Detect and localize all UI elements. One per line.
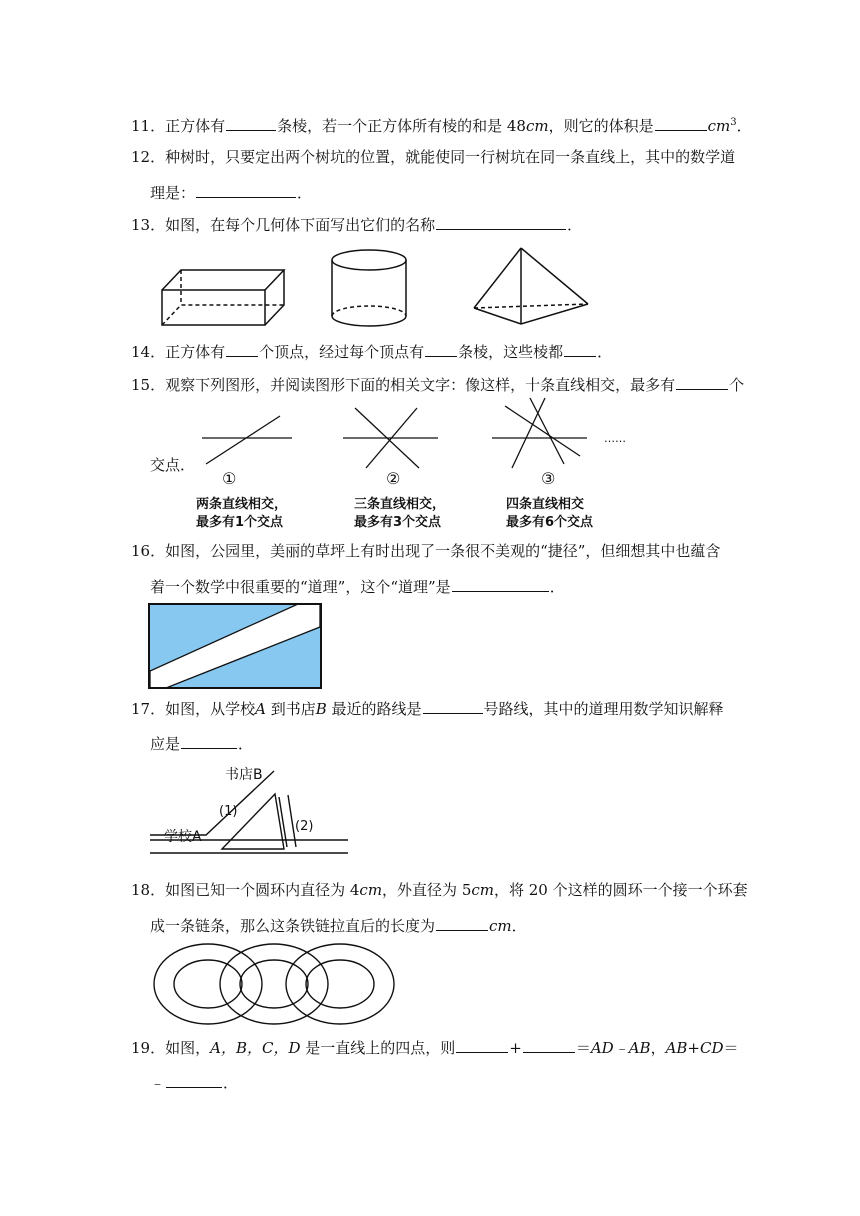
q19-text-a: 如图，	[165, 1039, 211, 1057]
expression: AD﹣AB	[590, 1039, 651, 1057]
answer-blank[interactable]	[423, 698, 483, 714]
caption-line: 最多有1个交点	[196, 515, 284, 530]
line	[512, 398, 545, 468]
question-number: 16．	[131, 542, 166, 560]
ring-outer	[154, 944, 262, 1024]
ring-outer	[220, 944, 328, 1024]
answer-blank[interactable]	[655, 115, 707, 131]
ring-outer	[286, 944, 394, 1024]
comma: ，	[650, 1039, 666, 1057]
answer-blank[interactable]	[226, 341, 258, 357]
unit: cm	[359, 881, 383, 899]
period: ．	[223, 1074, 239, 1092]
unit: cm	[489, 917, 512, 935]
ellipsis: ……	[604, 432, 626, 445]
q14-text-a: 正方体有	[165, 343, 226, 361]
route-1-label: (1)	[219, 804, 238, 819]
question-12-line2	[150, 182, 312, 203]
line	[505, 406, 580, 456]
caption-2	[354, 496, 445, 532]
question-17-line1	[131, 698, 724, 719]
q18-text-2: 成一条链条，那么这条铁链拉直后的长度为	[150, 917, 436, 935]
answer-blank[interactable]	[456, 1037, 508, 1053]
q11-text-b: 条棱，若一个正方体所有棱的和是 48	[277, 117, 526, 135]
question-19-line1	[131, 1037, 739, 1058]
figure-mark-1: ①	[222, 469, 237, 488]
unit: cm	[471, 881, 494, 899]
question-19-line2	[150, 1072, 238, 1093]
period: ．	[736, 117, 752, 135]
q13-text: 如图，在每个几何体下面写出它们的名称	[165, 216, 436, 234]
answer-blank[interactable]	[181, 733, 237, 749]
q15-text: 观察下列图形，并阅读图形下面的相关文字：像这样，十条直线相交，最多有	[165, 376, 676, 394]
solids-figure	[148, 238, 598, 338]
caption-line: 两条直线相交，	[196, 497, 288, 512]
question-16-line2	[150, 576, 565, 597]
question-number: 12．	[131, 148, 166, 166]
question-18-line1	[131, 880, 748, 900]
question-13	[131, 214, 582, 235]
point-label: A	[255, 700, 266, 718]
question-number: 17．	[131, 700, 166, 718]
question-number: 14．	[131, 343, 166, 361]
unit: cm	[707, 117, 731, 135]
q11-text-c: ，则它的体积是	[548, 117, 654, 135]
caption-1	[196, 496, 287, 532]
answer-blank[interactable]	[452, 576, 549, 592]
caption-line: 最多有3个交点	[354, 515, 442, 530]
period: ．	[511, 917, 527, 935]
caption-3	[506, 496, 593, 532]
equals-sign: ＝	[575, 1039, 591, 1057]
period: ．	[597, 343, 613, 361]
caption-line: 最多有6个交点	[506, 515, 594, 530]
caption-line: 三条直线相交，	[354, 497, 446, 512]
q14-text-c: 条棱，这些棱都	[458, 343, 564, 361]
superscript: 3	[730, 117, 737, 128]
school-label: 学校A	[164, 829, 202, 845]
q18-text-b: ，外直径为 5	[382, 881, 472, 899]
answer-blank[interactable]	[436, 915, 488, 931]
q16-text: 如图，公园里，美丽的草坪上有时出现了一条很不美观的“捷径”，但细想其中也蕴含	[165, 542, 721, 560]
q15-text-2: 交点．	[150, 456, 196, 474]
question-number: 11．	[131, 117, 166, 135]
answer-blank[interactable]	[425, 341, 457, 357]
question-18-line2	[150, 915, 527, 936]
ring-chain-figure	[150, 940, 398, 1028]
cuboid	[162, 270, 284, 325]
ring-inner	[306, 960, 374, 1008]
question-15-line2	[150, 455, 195, 475]
unit: cm	[525, 117, 549, 135]
question-number: 15．	[131, 376, 166, 394]
q14-text-b: 个顶点，经过每个顶点有	[259, 343, 425, 361]
ring-inner	[174, 960, 242, 1008]
q17-text-2: 应是	[150, 735, 181, 753]
q16-text-2: 着一个数学中很重要的“道理”，这个“道理”是	[150, 578, 451, 596]
lawn-shortcut-figure	[148, 603, 322, 689]
q19-text-b: 是一直线上的四点，则	[300, 1039, 456, 1057]
point-label: B	[315, 700, 327, 718]
figure-mark-3: ③	[541, 469, 556, 488]
period: ．	[297, 184, 313, 202]
caption-line: 四条直线相交	[506, 497, 585, 512]
q17-text-a: 如图，从学校	[165, 700, 256, 718]
question-12-line1	[131, 147, 735, 167]
question-number: 18．	[131, 881, 166, 899]
minus-sign: ﹣	[150, 1074, 166, 1092]
period: ．	[567, 216, 583, 234]
q11-text-a: 正方体有	[165, 117, 226, 135]
q18-text-c: ，将 20 个这样的圆环一个接一个环套	[493, 881, 748, 899]
line	[206, 416, 280, 464]
q17-text-b: 到书店	[265, 700, 316, 718]
figure-mark-2: ②	[386, 469, 401, 488]
question-17-line2	[150, 733, 253, 754]
pyramid	[474, 248, 588, 324]
q17-text-c: 最近的路线是	[326, 700, 422, 718]
question-14	[131, 341, 612, 362]
q15-text-b: 个	[729, 376, 745, 394]
q18-text-a: 如图已知一个圆环内直径为 4	[165, 881, 360, 899]
route-2-label: (2)	[295, 819, 314, 834]
question-16-line1	[131, 541, 720, 561]
ring-inner	[240, 960, 308, 1008]
q17-text-d: 号路线，其中的道理用数学知识解释	[483, 700, 724, 718]
answer-blank[interactable]	[676, 374, 728, 390]
cylinder	[332, 250, 406, 326]
answer-blank[interactable]	[436, 214, 566, 230]
plus-sign: +	[509, 1039, 522, 1057]
answer-blank[interactable]	[226, 115, 276, 131]
period: ．	[238, 735, 254, 753]
answer-blank[interactable]	[564, 341, 596, 357]
line	[530, 398, 564, 464]
question-number: 13．	[131, 216, 166, 234]
answer-blank[interactable]	[196, 182, 296, 198]
answer-blank[interactable]	[166, 1072, 222, 1088]
question-number: 19．	[131, 1039, 166, 1057]
equals-sign: ＝	[723, 1039, 739, 1057]
q12-text-2: 理是：	[150, 184, 196, 202]
intersecting-lines-figure	[196, 396, 636, 486]
question-11	[131, 113, 752, 136]
question-15	[131, 374, 744, 395]
period: ．	[549, 578, 565, 596]
point-labels: A，B，C，D	[210, 1039, 301, 1057]
answer-blank[interactable]	[523, 1037, 575, 1053]
q12-text: 种树时，只要定出两个树坑的位置，就能使同一行树坑在同一条直线上，其中的数学道	[165, 148, 736, 166]
bookstore-label: 书店B	[225, 767, 263, 783]
expression: AB+CD	[665, 1039, 724, 1057]
